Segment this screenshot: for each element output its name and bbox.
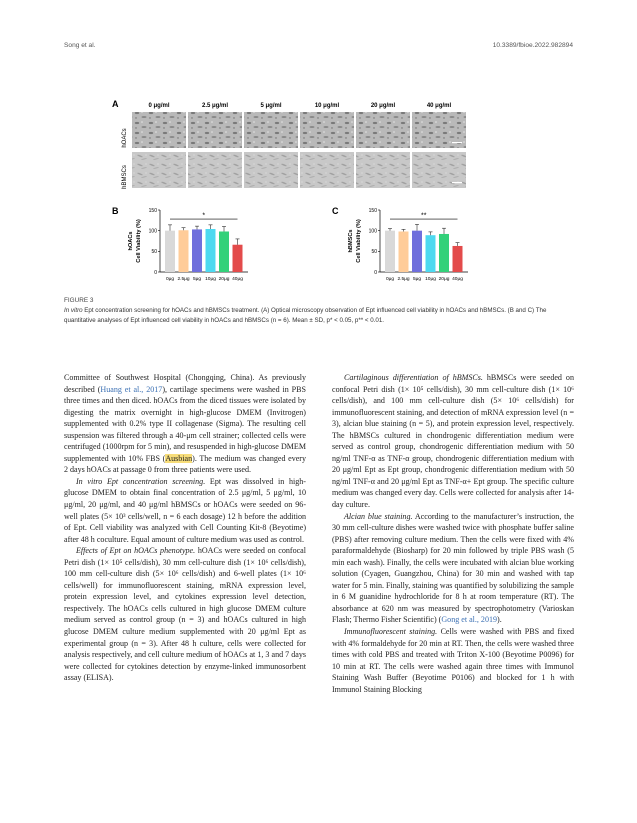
left-column — [64, 372, 306, 684]
micrograph-hoacs — [188, 112, 242, 148]
y-tick-label: 0 — [154, 269, 157, 276]
row-label-hbmscs: hBMSCs — [122, 165, 128, 189]
micrograph-hoacs — [300, 112, 354, 148]
bar — [206, 229, 216, 272]
text: Cells were washed with PBS and fixed with 4% formaldehyde for 20 min at RT. Then, the cells were washed three times with cold PBS and treated with Triton X-100 (Beyotime P0096) for 10 min at RT. The cells were washed again three times with Immunol Staining Wash Buffer (Beyotime P0106) and blocked for 1 h with Immunol Staining Blocking — [332, 627, 574, 694]
header-authors: Song et al. — [64, 42, 96, 49]
x-tick-label: 2.5μg — [177, 277, 190, 282]
text: ). — [497, 615, 502, 625]
section-heading: Cartilaginous differentiation of hBMSCs. — [344, 373, 483, 382]
bar — [385, 231, 395, 272]
y-axis-label: hBMSCs — [348, 229, 354, 253]
significance-marker: ** — [421, 212, 427, 220]
section-heading: Effects of Ept on hOACs phenotype. — [76, 546, 196, 556]
x-tick-label: 5μg — [412, 277, 422, 282]
panel-a-label: A — [112, 99, 119, 109]
panel-b-label: B — [112, 206, 119, 216]
micrograph-hbmscs — [244, 152, 298, 188]
bar — [165, 231, 175, 272]
micrograph-hbmscs — [132, 152, 186, 188]
caption-label: FIGURE 3 — [64, 297, 94, 304]
x-tick-label: 20μg — [218, 277, 230, 282]
x-tick-label: 10μg — [205, 277, 216, 282]
right-paragraph-2 — [332, 511, 574, 626]
y-tick-label: 50 — [371, 249, 377, 256]
x-tick-label: 10μg — [425, 277, 436, 282]
panel-c-label: C — [332, 206, 339, 216]
x-tick-label: 2.5μg — [397, 277, 410, 282]
micrograph-hbmscs — [356, 152, 410, 188]
micrograph-hoacs — [244, 112, 298, 148]
row-label-hoacs: hOACs — [122, 128, 128, 148]
scale-bar — [452, 142, 462, 143]
micrograph-hbmscs — [300, 152, 354, 188]
x-tick-label: 20μg — [438, 277, 450, 282]
micrograph-hbmscs — [188, 152, 242, 188]
y-axis-label: Cell Viability (%) — [356, 219, 362, 263]
concentration-label: 20 μg/ml — [370, 103, 396, 109]
text: ). The medium was changed every 2 days hOACs at passage 0 from three patients were used. — [64, 453, 306, 475]
micrograph-hoacs — [356, 112, 410, 148]
text: hBMSCs were seeded on confocal Petri dish (1× 10⁵ cells/dish), 30 mm cell-culture dish (1× 10⁶ cells/dish), and 100 mm cell-culture dish (5× 10⁶ cells/dish) for immunofluorescent staining, and detection of mRNA expression level (n = 3), alcian blue staining (n = 5), and protein expression level, respectively. The hBMSCs cultured in chondrogenic differentiation medium were served as control group, chondrogenic differentiation medium with 50 ng/ml TNF-α as TNF-α group, chondrogenic differentiation medium with 20 μg/ml Ept as Ept group, chondrogenic differentiation medium with 50 ng/ml TNF-α and 20 μg/ml Ept as TNF-α+ Ept group. The specific culture medium was changed every day. Cells were collected for analysis after 14-day culture. — [332, 373, 574, 510]
y-axis-label: hOACs — [128, 231, 134, 251]
caption-text: Ept concentration screening for hOACs and hBMSCs treatment. (A) Optical microscopy observation of Ept influenced cell viability in hOACs and hBMSCs. (B and C) The quantitative analyses of Ept influenced cell viability in hOACs and hBMSCs (n = 6). Mean ± SD, p* < 0.05, p** < 0.01. — [64, 307, 547, 324]
bar — [426, 235, 436, 272]
x-tick-label: 5μg — [192, 277, 202, 282]
concentration-label: 2.5 μg/ml — [201, 103, 229, 109]
micrograph-hoacs — [132, 112, 186, 148]
bar — [439, 234, 449, 272]
text: Ept was dissolved in high-glucose DMEM to obtain final concentration of 2.5 μg/ml, 5 μg/ml, 10 μg/ml, 20 μg/ml, and 40 μg/ml hBMSCs or hOACs were seeded on 96-well plates (5× 10³ cells/well, n = 6 each dosage) 12 h before the addition of Ept. Cell viability was analyzed with Cell Counting Kit-8 (Beyotime) after 48 h coculture. Equal amount of culture medium was used as control. — [64, 476, 306, 544]
citation-gong-2019[interactable]: Gong et al., 2019 — [441, 615, 498, 625]
caption-italic: In vitro — [64, 307, 83, 314]
figure-3 — [64, 90, 573, 290]
concentration-label: 5 μg/ml — [260, 103, 282, 109]
x-tick-label: 0μg — [165, 277, 175, 282]
left-paragraph-3 — [64, 545, 306, 684]
y-tick-label: 50 — [151, 249, 157, 256]
significance-marker: * — [202, 212, 206, 220]
citation-huang-2017[interactable]: Huang et al., 2017 — [100, 384, 163, 394]
header-doi[interactable]: 10.3389/fbioe.2022.982894 — [492, 42, 573, 49]
x-tick-label: 0μg — [385, 277, 395, 282]
concentration-label: 40 μg/ml — [426, 103, 452, 109]
chart-hoacs-viability — [128, 208, 248, 282]
section-heading: In vitro Ept concentration screening. — [76, 476, 206, 486]
right-column — [332, 372, 574, 695]
figure-caption — [64, 296, 573, 326]
text: hOACs were seeded on confocal Petri dish (1× 10⁵ cells/dish), 30 mm cell-culture dish (1× 10⁶ cells/dish), 100 mm cell-culture dish (5× 10⁶ cells/dish) and 6-well plates (1× 10⁶ cells/well) for immunofluorescent staining, mRNA expression level, protein expression level, and cytokines expression level detection, respectively. The hOACs cells cultured in high glucose DMEM culture medium served as control group (n = 3) and hOACs cultured in high glucose DMEM culture medium supplemented with 20 μg/ml Ept as experimental group (n = 3). After 48 h culture, cells were collected for analysis respectively, and cell culture medium of hOACs at 1, 3 and 7 days were collected for cytokines detection by enzyme-linked immunosorbent assay (ELISA). — [64, 546, 306, 683]
text: According to the manufacturer’s instruction, the 30 mm cell-culture dishes were washed twice with phosphate buffer saline (PBS) after removing culture medium. Then the cells were fixed with 4% paraformaldehyde (Biosharp) for 20 min followed by triple PBS wash (5 min each wash). Finally, the cells were incubated with alcian blue working solution (Cyagen, Guangzhou, China) for 30 min and washed with tap water for 5 min. Finally, staining was quantified by solubilizing the sample in 6 M guanidine hydrochloride for 8 h at room temperature (RT). The absorbance at 620 nm was measured by spectrophotometry (Varioskan Flash; Thermo Fisher Scientific) ( — [332, 511, 575, 625]
concentration-label: 0 μg/ml — [148, 103, 170, 109]
y-tick-label: 0 — [374, 269, 377, 276]
text: ), cartilage specimens were washed in PBS three times and then diced. hOACs from the diced tissues were isolated by digesting the matrix overnight in high-glucose DMEM (Invitrogen) supplemented with 0.2% type II collagenase (Sigma). The resulting cell suspension was filtered through a 40-μm cell strainer; collected cells were centrifuged (1000rpm for 5 min), and resuspended in high-glucose DMEM supplemented with 10% FBS ( — [64, 384, 306, 463]
bar — [233, 245, 243, 272]
section-heading: Alcian blue staining. — [344, 511, 413, 521]
chart-hbmscs-viability — [348, 208, 468, 282]
bar — [192, 229, 202, 272]
highlighted-term: Ausbian — [165, 453, 193, 463]
right-paragraph-3 — [332, 626, 574, 695]
text: Committee of Southwest Hospital (Chongqing, China). As previously described ( — [64, 373, 306, 394]
bar — [399, 231, 409, 272]
x-tick-label: 40μg — [452, 277, 463, 282]
bar — [179, 230, 189, 272]
bar — [219, 231, 229, 272]
right-paragraph-1 — [332, 372, 574, 511]
y-tick-label: 150 — [148, 207, 157, 214]
x-tick-label: 40μg — [232, 277, 243, 282]
concentration-label: 10 μg/ml — [314, 103, 340, 109]
y-axis-label: Cell Viability (%) — [136, 219, 142, 263]
bar — [453, 246, 463, 272]
scale-bar — [452, 182, 462, 183]
left-paragraph-2 — [64, 476, 306, 545]
section-heading: Immunofluorescent staining. — [344, 627, 438, 637]
y-tick-label: 100 — [148, 228, 157, 235]
y-tick-label: 100 — [368, 228, 377, 235]
bar — [412, 231, 422, 272]
y-tick-label: 150 — [368, 207, 377, 214]
left-paragraph-1 — [64, 372, 306, 476]
